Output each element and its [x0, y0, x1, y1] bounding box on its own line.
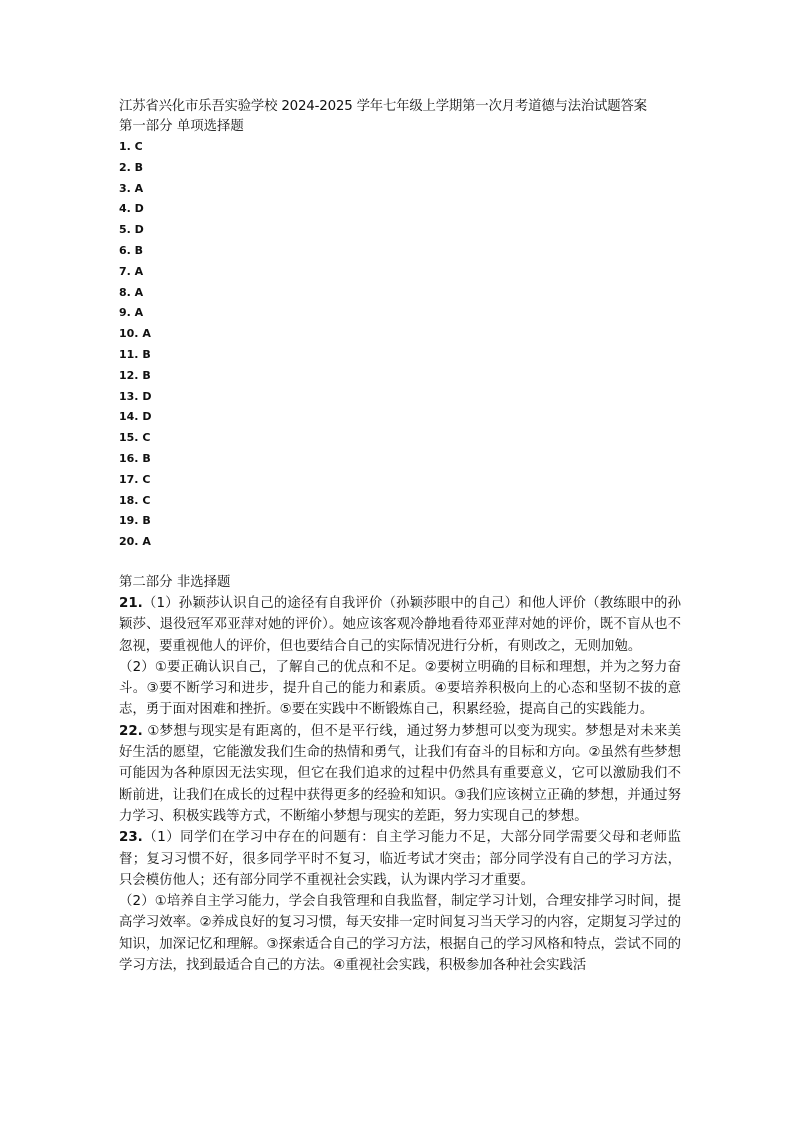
q23-part1-text: （1）同学们在学习中存在的问题有：自主学习能力不足，大部分同学需要父母和老师监督；复习习惯不好，很多同学平时不复习，临近考试才突击；部分同学没有自己的学习方法，只会模仿他人；还有部分同学不重视社会实践，认为课内学习才重要。	[119, 830, 681, 888]
q22	[119, 721, 681, 827]
q23-part1	[119, 827, 681, 891]
q21-part2: （2）①要正确认识自己，了解自己的优点和不足。②要树立明确的目标和理想，并为之努力奋斗。③要不断学习和进步，提升自己的能力和素质。④要培养积极向上的心态和坚韧不拔的意志，勇于面对困难和挫折。⑤要在实践中不断锻炼自己，积累经验，提高自己的实践能力。	[119, 659, 681, 718]
q21-number: 21.	[119, 595, 143, 611]
answer-item: 18. C	[119, 493, 151, 507]
q23-part2: （2）①培养自主学习能力，学会自我管理和自我监督，制定学习计划，合理安排学习时间，提高学习效率。②养成良好的复习习惯，每天安排一定时间复习当天学习的内容，定期复习学过的知识，加深记忆和理解。③探索适合自己的学习方法，根据自己的学习风格和特点，尝试不同的学习方法，找到最适合自己的方法。④重视社会实践，积极参加各种社会实践活	[119, 894, 681, 973]
answer-item: 12. B	[119, 368, 151, 382]
document-page	[119, 97, 681, 976]
answer-item: 3. A	[119, 181, 144, 195]
answer-item: 20. A	[119, 535, 151, 549]
answer-item: 14. D	[119, 410, 152, 424]
q21-part1-text: （1）孙颖莎认识自己的途径有自我评价（孙颖莎眼中的自己）和他人评价（教练眼中的孙颖莎、退役冠军邓亚萍对她的评价）。她应该客观冷静地看待邓亚萍对她的评价，既不盲从也不忽视，要重视他人的评价，但也要结合自己的实际情况进行分析，有则改之，无则加勉。	[119, 595, 681, 654]
answer-item: 5. D	[119, 223, 144, 237]
answer-item: 15. C	[119, 431, 151, 445]
answer-item: 7. A	[119, 264, 144, 278]
document-title: 江苏省兴化市乐吾实验学校 2024-2025 学年七年级上学期第一次月考道德与法治试题答案	[119, 99, 647, 114]
answer-item: 10. A	[119, 327, 151, 341]
q22-number: 22.	[119, 723, 143, 739]
answer-item: 6. B	[119, 243, 144, 257]
q23-number: 23.	[119, 830, 143, 846]
answer-item: 8. A	[119, 285, 144, 299]
part2-heading: 第二部分 非选择题	[119, 574, 231, 590]
answer-item: 4. D	[119, 202, 144, 216]
answer-item: 19. B	[119, 514, 151, 528]
section-gap	[119, 553, 681, 573]
answer-item: 1. C	[119, 140, 143, 153]
answer-item: 2. B	[119, 160, 144, 174]
q21-part1	[119, 593, 681, 657]
answer-item: 11. B	[119, 347, 151, 361]
answer-list	[119, 137, 681, 553]
answer-item: 17. C	[119, 472, 151, 486]
q22-text: ①梦想与现实是有距离的，但不是平行线，通过努力梦想可以变为现实。梦想是对未来美好生活的愿望，它能激发我们生命的热情和勇气，让我们有奋斗的目标和方向。②虽然有些梦想可能因为各种原因无法实现，但它在我们追求的过程中仍然具有重要意义，它可以激励我们不断前进，让我们在成长的过程中获得更多的经验和知识。③我们应该树立正确的梦想，并通过努力学习、积极实践等方式，不断缩小梦想与现实的差距，努力实现自己的梦想。	[119, 723, 681, 824]
answer-item: 16. B	[119, 451, 151, 465]
answer-item: 13. D	[119, 389, 152, 403]
part1-heading: 第一部分 单项选择题	[119, 119, 244, 134]
answer-item: 9. A	[119, 306, 144, 320]
